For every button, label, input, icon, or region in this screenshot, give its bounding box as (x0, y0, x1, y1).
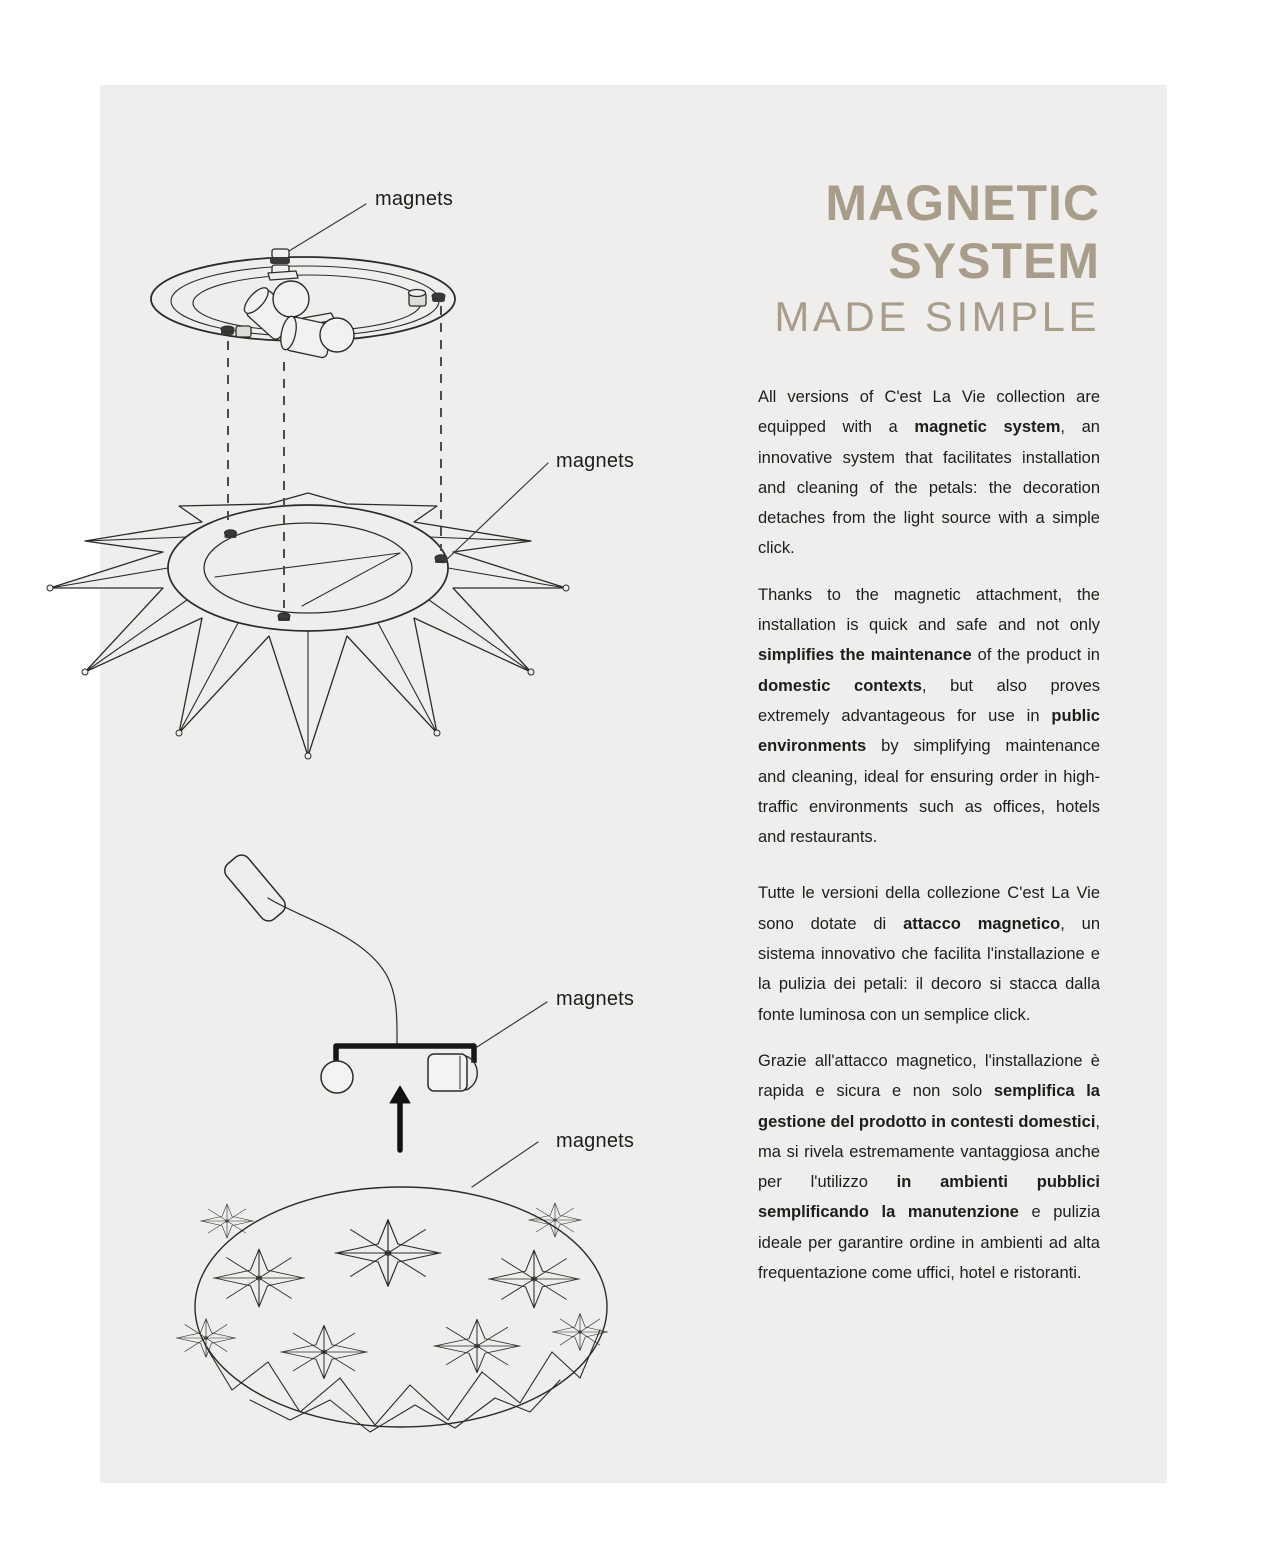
paragraph-it-1: Tutte le versioni della collezione C'est La Vie sono dotate di attacco magnetico, un sistema innovativo che facilita l'installazione e la pulizia dei petali: il decoro si stacca dalla fonte luminosa con un semplice click. (758, 884, 1101, 1024)
ceiling-driver-box (221, 851, 289, 924)
magnets-label-ring: magnets (556, 450, 635, 472)
ceiling-canopy-diagram (151, 249, 455, 358)
lamp-cylinder (428, 1054, 477, 1091)
magnets-label-bracket: magnets (556, 988, 635, 1010)
canopy-top-magnet (268, 249, 298, 280)
canopy-right-magnet (409, 290, 446, 307)
leader-line-2 (443, 463, 548, 563)
title-line-3: MADE SIMPLE (774, 293, 1100, 340)
attach-direction-arrow (390, 1086, 410, 1150)
leader-line-1 (289, 204, 366, 251)
leader-line-3 (477, 1002, 547, 1047)
paragraph-en-1: All versions of C'est La Vie collection are equipped with a magnetic system, an innovative system that facilitates installation and cleaning of the petals: the decoration detaches from the light source with a simple click. (758, 388, 1100, 558)
paragraph-en-2: Thanks to the magnetic attachment, the installation is quick and safe and not only simplifies the maintenance of the product in domestic contexts, but also proves extremely advantageous for use in public environments by simplifying maintenance and cleaning, ideal for ensuring order in high-traffic environments such as offices, hotels and restaurants. (758, 585, 1100, 847)
ball-joint (321, 1061, 353, 1093)
power-cord (268, 898, 397, 1043)
title-line-1: MAGNETIC (825, 175, 1100, 231)
magnets-label-drum: magnets (556, 1130, 635, 1152)
wall-mount-diagram (221, 851, 477, 1150)
paragraph-it-2: Grazie all'attacco magnetico, l'installazione è rapida e sicura e non solo semplifica la gestione del prodotto in contesti domestici, ma si rivela estremamente vantaggiosa anche per l'utilizzo in ambienti pubblici semplificando la manutenzione e pulizia ideale per garantire ordine in ambienti ad alta frequentazione come uffici, hotel e ristoranti. (758, 1051, 1101, 1283)
origami-drum-diagram (176, 1187, 608, 1432)
magnets-label-canopy: magnets (375, 188, 454, 210)
text-column (758, 174, 1100, 1304)
page-title (758, 174, 1100, 342)
spotlight-b (278, 313, 354, 358)
title-line-2: SYSTEM (888, 233, 1100, 289)
leader-line-4 (472, 1142, 538, 1187)
shade-magnet-ring (168, 505, 448, 631)
